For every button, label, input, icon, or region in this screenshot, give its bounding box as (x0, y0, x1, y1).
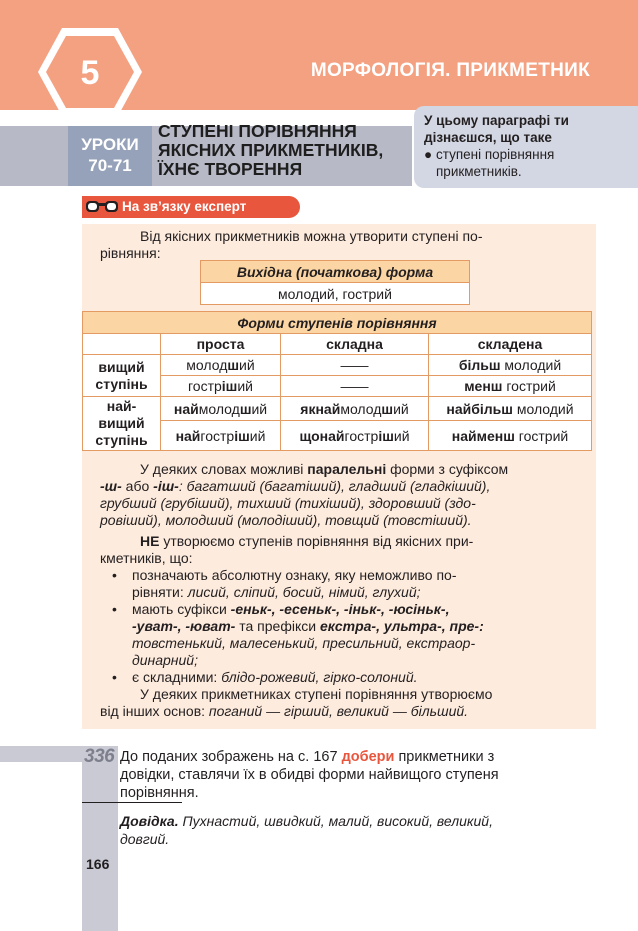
empty-corner (83, 334, 161, 355)
chapter-number: 5 (80, 54, 100, 92)
cell-simple (161, 397, 281, 421)
example-words: ровіший), молодший (молодіший), товщий (товстіший). (100, 512, 472, 528)
chapter-number-hexagon (34, 24, 146, 120)
stem: гостр (344, 427, 379, 444)
suffix: ш (227, 357, 240, 373)
suffix-example: -іш- (153, 478, 179, 494)
suffix-example: -еньк-, -есеньк-, -іньк-, -юсіньк-, (230, 601, 450, 617)
reference-label: Довідка. (120, 813, 179, 829)
suffix: іш (221, 378, 238, 394)
text-line: У деяких прикметниках ступені порівняння утворюємо (140, 686, 493, 702)
ending: ий (249, 427, 266, 444)
ending: ий (393, 400, 409, 417)
col-simple: проста (161, 334, 281, 355)
ending: ий (239, 357, 255, 373)
rule-list (100, 567, 552, 686)
example-words: лисий, сліпий, босий, німий, глухий; (187, 584, 421, 600)
prefix: най (173, 400, 199, 417)
text-line (100, 703, 552, 720)
text-span: мають суфікси (132, 601, 231, 617)
suffix: ш (381, 400, 394, 417)
text-bold: паралельні (307, 461, 387, 477)
text-line (100, 533, 552, 550)
row-label-line: най- (106, 398, 137, 414)
lesson-title-line: ЇХНЄ ТВОРЕННЯ (158, 159, 303, 179)
divider (82, 802, 182, 803)
text-span: прикметники з (394, 749, 495, 765)
text-bold: НЕ (140, 533, 160, 549)
cell-compound: —— (281, 355, 429, 376)
initial-form-value: молодий, гострий (201, 283, 470, 305)
text-span: форми з суфіксом (386, 461, 509, 477)
row-label-line: вищий (98, 358, 145, 375)
lesson-title-line: ЯКІСНИХ ПРИКМЕТНИКІВ, (158, 140, 384, 160)
degrees-header: Форми ступенів порівняння (83, 312, 592, 334)
aux-word: менш (464, 378, 503, 394)
example-words: динарний; (132, 652, 198, 668)
cell-simple (161, 355, 281, 376)
page-number: 166 (86, 856, 110, 872)
suffix-example: -уват-, -юват- (132, 618, 236, 634)
lesson-title (158, 122, 410, 179)
list-item (100, 567, 552, 601)
example-words: поганий — гірший, великий — більший. (208, 703, 469, 719)
ending: ий (393, 427, 410, 444)
stem: молод (198, 400, 240, 417)
example-words: грубший (грубіший), тихший (тихіший), здоровший (здо- (100, 495, 476, 511)
prefix: най (175, 427, 201, 444)
task-verb: добери (341, 749, 395, 765)
info-box (414, 106, 638, 188)
prefix-example: екстра-, ультра-, пре-: (319, 618, 484, 634)
suffix: ш (239, 400, 252, 417)
row-label-line: ступінь (95, 432, 148, 448)
reference-text (120, 812, 552, 848)
aux-word: найменш (451, 427, 515, 444)
reference-words: Пухнастий, швидкий, малий, високий, великий, (178, 813, 493, 829)
lesson-label: УРОКИ (81, 135, 139, 154)
text-span: До поданих зображень на с. 167 (120, 749, 342, 765)
text-span: або (121, 478, 154, 494)
info-title-line: дізнаєшся, що таке (424, 130, 552, 145)
cell-compound (281, 421, 429, 451)
exercise-number: 336 (84, 746, 115, 767)
cell-complex (429, 397, 592, 421)
prefix: щонай (299, 427, 345, 444)
exercise-sidebar (82, 746, 118, 931)
glasses-icon (84, 197, 120, 217)
info-box-title (424, 112, 630, 146)
row-superlative (83, 397, 161, 451)
text-line: кметників, що: (100, 550, 193, 566)
lesson-title-line: СТУПЕНІ ПОРІВНЯННЯ (158, 121, 357, 141)
stem: гостр (200, 427, 235, 444)
info-title-line: У цьому параграфі ти (424, 113, 569, 128)
aux-word: найбільш (446, 400, 513, 417)
base-word: гострий (514, 427, 569, 444)
col-complex: складена (429, 334, 592, 355)
text-line: позначають абсолютну ознаку, яку неможливо по- (132, 567, 457, 583)
expert-tag: На зв’язку експерт (82, 196, 300, 218)
cell-complex (429, 376, 592, 397)
text-span: У деяких словах можливі (140, 461, 308, 477)
example-words: товстенький, малесенький, пресильний, екстраор- (132, 635, 476, 651)
text-span: є складними: (132, 669, 222, 685)
lesson-numbers: 70-71 (88, 156, 132, 175)
example-words: блідо-рожевий, гірко-солоний. (221, 669, 418, 685)
row-label-line: вищий (98, 415, 145, 431)
bullet-icon: ● (424, 147, 433, 162)
suffix: іш (378, 427, 394, 444)
row-comparative (83, 355, 161, 397)
reference-words: довгий. (120, 831, 170, 847)
base-word: молодий (500, 357, 562, 373)
list-item (100, 601, 552, 669)
degrees-table (82, 311, 592, 451)
cell-compound (281, 397, 429, 421)
exercise-text (120, 748, 552, 802)
exercise-band (0, 746, 82, 762)
parallel-forms-paragraph (100, 461, 552, 529)
cell-complex (429, 355, 592, 376)
ending: ий (237, 378, 253, 394)
not-formed-paragraph (100, 533, 552, 720)
initial-form-table (200, 260, 470, 305)
text-span: рівняти: (132, 584, 188, 600)
intro-paragraph (100, 228, 552, 262)
text-span: утворюємо ступенів порівняння від якісних при- (159, 533, 474, 549)
info-box-item (424, 146, 630, 180)
text-line: порівняння. (120, 785, 199, 801)
ending: ий (251, 400, 268, 417)
cell-simple (161, 376, 281, 397)
stem: молод (186, 357, 228, 373)
info-item-line: прикметників. (436, 164, 522, 179)
text-line: довідки, ставлячи їх в обидві форми найвищого ступеня (120, 767, 499, 783)
cell-complex (429, 421, 592, 451)
text-span: від інших основ: (100, 703, 209, 719)
initial-form-header: Вихідна (початкова) форма (201, 261, 470, 283)
info-item-text (436, 146, 554, 180)
info-item-line: ступені порівняння (436, 147, 555, 162)
cell-compound: —— (281, 376, 429, 397)
text-line (100, 478, 490, 495)
prefix: якнай (300, 400, 341, 417)
col-compound: складна (281, 334, 429, 355)
stem: гостр (188, 378, 222, 394)
example-words: : багатший (багатіший), гладший (гладкіший), (178, 478, 491, 494)
base-word: молодий (512, 400, 574, 417)
chapter-title: МОРФОЛОГІЯ. ПРИКМЕТНИК (310, 60, 590, 81)
text-line: рівняння: (100, 245, 161, 261)
row-label-line: ступінь (95, 375, 148, 392)
base-word: гострий (502, 378, 556, 394)
stem: молод (340, 400, 382, 417)
text-line: Від якісних прикметників можна утворити ступені по- (140, 228, 483, 244)
suffix-example: -ш- (100, 478, 122, 494)
text-span: та префікси (235, 618, 320, 634)
cell-simple (161, 421, 281, 451)
aux-word: більш (458, 357, 501, 373)
suffix: іш (234, 427, 250, 444)
lesson-number-block (68, 126, 152, 186)
list-item (100, 669, 552, 686)
